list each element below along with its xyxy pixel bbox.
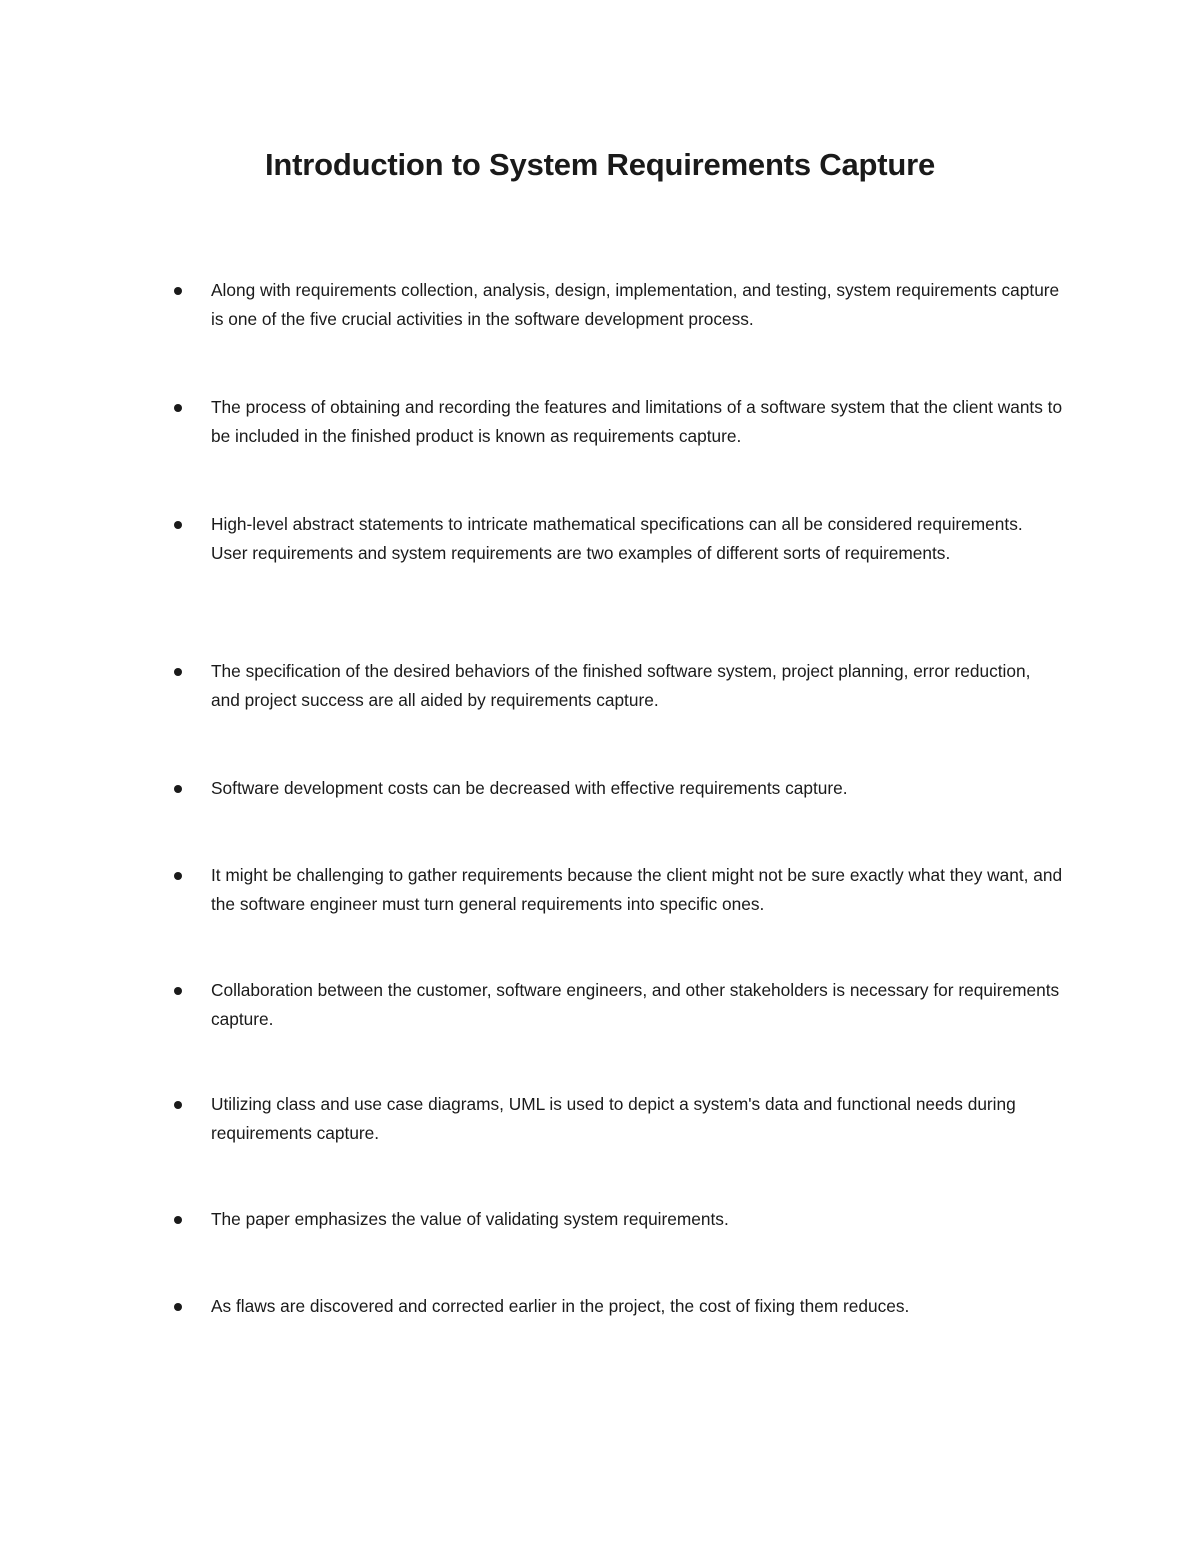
bullet-icon: [174, 987, 182, 995]
bullet-text: Software development costs can be decreased with effective requirements capture.: [211, 778, 848, 798]
bullet-icon: [174, 872, 182, 880]
bullet-text: The paper emphasizes the value of validating system requirements.: [211, 1209, 729, 1229]
bullet-text: Along with requirements collection, analysis, design, implementation, and testing, system requirements capture is one of the five crucial activities in the software development process.: [211, 280, 1060, 329]
page-title: Introduction to System Requirements Capture: [264, 147, 936, 182]
bullet-icon: [174, 404, 182, 412]
bullet-icon: [174, 1216, 182, 1224]
bullet-icon: [174, 1303, 182, 1311]
bullet-text: Collaboration between the customer, software engineers, and other stakeholders is necessary for requirements capture.: [211, 980, 1060, 1029]
bullet-text: Utilizing class and use case diagrams, UML is used to depict a system's data and functional needs during requirements capture.: [211, 1094, 1016, 1143]
bullet-icon: [174, 785, 182, 793]
bullet-text: High-level abstract statements to intricate mathematical specifications can all be considered requirements. User requirements and system requirements are two examples of different sorts of requirements.: [211, 514, 1023, 563]
bullet-icon: [174, 668, 182, 676]
bullet-icon: [174, 521, 182, 529]
bullet-text: It might be challenging to gather requirements because the client might not be sure exactly what they want, and the software engineer must turn general requirements into specific ones.: [211, 865, 1063, 914]
bullet-icon: [174, 287, 182, 295]
bullet-text: The specification of the desired behaviors of the finished software system, project planning, error reduction, and project success are all aided by requirements capture.: [211, 661, 1031, 710]
bullet-icon: [174, 1101, 182, 1109]
bullet-text: As flaws are discovered and corrected earlier in the project, the cost of fixing them reduces.: [211, 1296, 910, 1316]
bullet-text: The process of obtaining and recording the features and limitations of a software system that the client wants to be included in the finished product is known as requirements capture.: [211, 397, 1063, 446]
